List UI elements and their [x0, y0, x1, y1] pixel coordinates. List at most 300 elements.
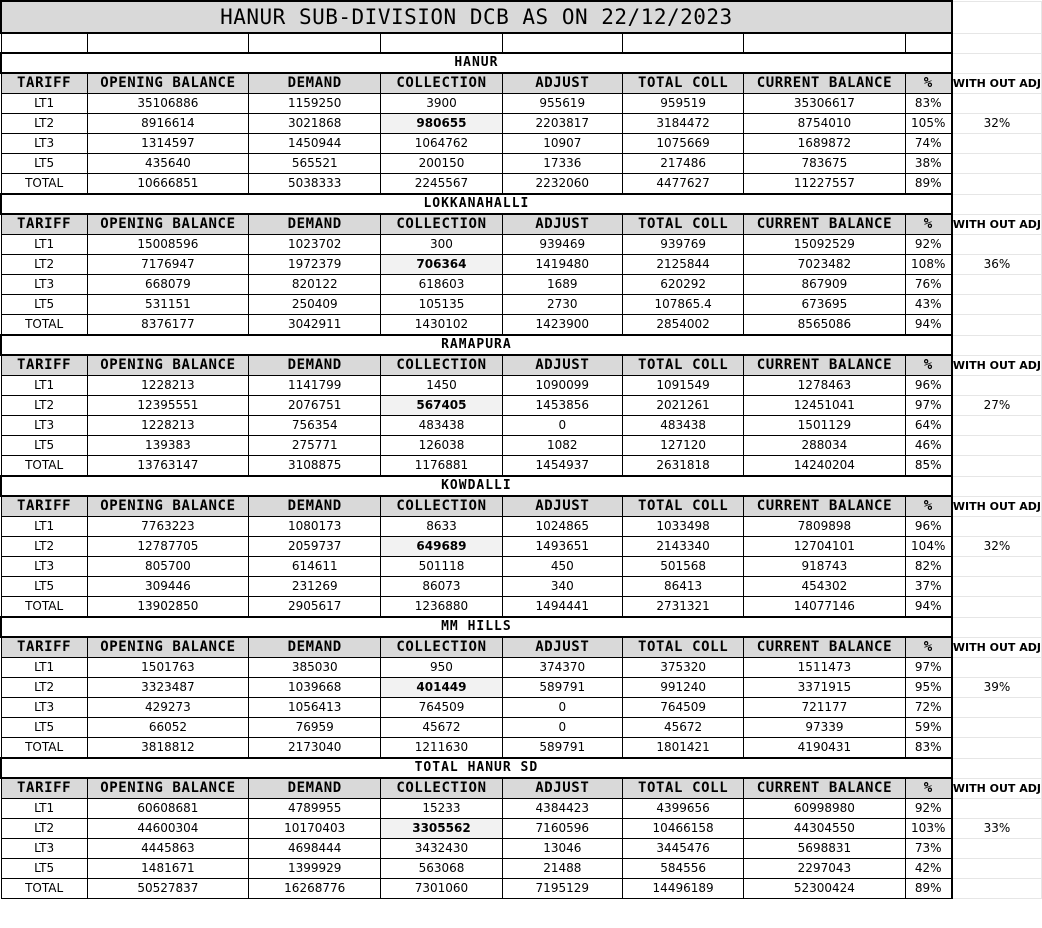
section-title: KOWDALLI — [1, 476, 952, 496]
table-row — [1, 94, 1042, 114]
table-cell: 1430102 — [381, 315, 502, 336]
table-cell: 1278463 — [744, 376, 905, 396]
table-cell: 2059737 — [249, 537, 381, 557]
table-row — [1, 537, 1042, 557]
table-cell: 805700 — [87, 557, 248, 577]
table-cell: 939469 — [502, 235, 622, 255]
table-cell: 95% — [905, 678, 952, 698]
table-cell: 13902850 — [87, 597, 248, 618]
table-cell: 7809898 — [744, 517, 905, 537]
table-row — [1, 577, 1042, 597]
table-cell: 309446 — [87, 577, 248, 597]
table-cell: 4789955 — [249, 799, 381, 819]
table-cell: 706364 — [381, 255, 502, 275]
table-cell: 10907 — [502, 134, 622, 154]
table-cell: LT1 — [1, 517, 87, 537]
column-header: TARIFF — [1, 778, 87, 799]
table-cell: 44600304 — [87, 819, 248, 839]
column-header: OPENING BALANCE — [87, 355, 248, 376]
table-cell: 16268776 — [249, 879, 381, 899]
table-cell: 8565086 — [744, 315, 905, 336]
table-cell: 567405 — [381, 396, 502, 416]
table-cell: LT3 — [1, 275, 87, 295]
table-cell: 96% — [905, 517, 952, 537]
column-header: DEMAND — [249, 73, 381, 94]
column-header: COLLECTION — [381, 778, 502, 799]
table-cell: 1211630 — [381, 738, 502, 759]
without-adj-header: WITH OUT ADJ — [952, 496, 1042, 517]
table-cell: 17336 — [502, 154, 622, 174]
table-row — [1, 154, 1042, 174]
table-cell: 918743 — [744, 557, 905, 577]
table-cell: 66052 — [87, 718, 248, 738]
table-cell: 217486 — [622, 154, 743, 174]
table-cell: 614611 — [249, 557, 381, 577]
section-title-row — [1, 476, 1042, 496]
column-header: DEMAND — [249, 355, 381, 376]
table-cell: 1481671 — [87, 859, 248, 879]
column-header: TOTAL COLL — [622, 496, 743, 517]
without-adj-header: WITH OUT ADJ — [952, 778, 1042, 799]
table-row — [1, 658, 1042, 678]
column-header: TOTAL COLL — [622, 778, 743, 799]
table-cell: LT3 — [1, 416, 87, 436]
table-cell: 3184472 — [622, 114, 743, 134]
table-cell: 1039668 — [249, 678, 381, 698]
table-cell: 3900 — [381, 94, 502, 114]
table-cell: 1454937 — [502, 456, 622, 477]
table-row — [1, 416, 1042, 436]
section-title: RAMAPURA — [1, 335, 952, 355]
section-title: TOTAL HANUR SD — [1, 758, 952, 778]
table-cell: 4445863 — [87, 839, 248, 859]
section-title-row — [1, 617, 1042, 637]
table-cell: 10170403 — [249, 819, 381, 839]
table-cell: 73% — [905, 839, 952, 859]
table-cell: 94% — [905, 315, 952, 336]
column-header: DEMAND — [249, 637, 381, 658]
table-cell: 74% — [905, 134, 952, 154]
table-cell: 14077146 — [744, 597, 905, 618]
table-cell: 35306617 — [744, 94, 905, 114]
table-cell: 435640 — [87, 154, 248, 174]
column-header: TARIFF — [1, 73, 87, 94]
without-adj-value: 36% — [952, 255, 1042, 275]
table-cell: 483438 — [381, 416, 502, 436]
table-cell: 1689 — [502, 275, 622, 295]
table-cell: 12395551 — [87, 396, 248, 416]
table-cell: 2076751 — [249, 396, 381, 416]
table-cell: 2203817 — [502, 114, 622, 134]
column-header: OPENING BALANCE — [87, 637, 248, 658]
table-row — [1, 557, 1042, 577]
table-cell: 59% — [905, 718, 952, 738]
table-row — [1, 517, 1042, 537]
table-cell: 83% — [905, 738, 952, 759]
table-cell: 1176881 — [381, 456, 502, 477]
table-cell: LT5 — [1, 859, 87, 879]
table-cell: 126038 — [381, 436, 502, 456]
table-cell: 45672 — [381, 718, 502, 738]
table-cell: 52300424 — [744, 879, 905, 899]
table-cell: 14496189 — [622, 879, 743, 899]
column-header: ADJUST — [502, 73, 622, 94]
section-title-row — [1, 335, 1042, 355]
table-cell: 2297043 — [744, 859, 905, 879]
table-cell: LT2 — [1, 255, 87, 275]
table-cell: 139383 — [87, 436, 248, 456]
table-cell: 5038333 — [249, 174, 381, 195]
table-cell: 980655 — [381, 114, 502, 134]
table-cell: 7023482 — [744, 255, 905, 275]
table-cell: 35106886 — [87, 94, 248, 114]
table-cell: 60998980 — [744, 799, 905, 819]
table-cell: 97% — [905, 658, 952, 678]
table-cell: 563068 — [381, 859, 502, 879]
table-cell: 721177 — [744, 698, 905, 718]
table-cell: LT2 — [1, 819, 87, 839]
column-header: OPENING BALANCE — [87, 214, 248, 235]
table-cell: 1511473 — [744, 658, 905, 678]
table-cell: 764509 — [622, 698, 743, 718]
table-cell: 97339 — [744, 718, 905, 738]
table-cell: 3371915 — [744, 678, 905, 698]
table-cell: 64% — [905, 416, 952, 436]
total-row — [1, 315, 1042, 336]
column-header: DEMAND — [249, 214, 381, 235]
table-cell: 429273 — [87, 698, 248, 718]
table-cell: LT3 — [1, 557, 87, 577]
table-row — [1, 718, 1042, 738]
column-header: TARIFF — [1, 637, 87, 658]
table-cell: 85% — [905, 456, 952, 477]
column-header: TARIFF — [1, 355, 87, 376]
table-cell: 2232060 — [502, 174, 622, 195]
table-cell: 46% — [905, 436, 952, 456]
table-cell: 0 — [502, 698, 622, 718]
table-cell: 104% — [905, 537, 952, 557]
table-cell: 275771 — [249, 436, 381, 456]
total-row — [1, 597, 1042, 618]
table-cell: 1141799 — [249, 376, 381, 396]
column-header: TARIFF — [1, 214, 87, 235]
table-cell: 3818812 — [87, 738, 248, 759]
table-cell: LT2 — [1, 114, 87, 134]
table-cell: 1314597 — [87, 134, 248, 154]
total-row — [1, 879, 1042, 899]
table-cell: 76959 — [249, 718, 381, 738]
table-cell: 3108875 — [249, 456, 381, 477]
table-cell: LT5 — [1, 154, 87, 174]
table-cell: 1064762 — [381, 134, 502, 154]
table-cell: TOTAL — [1, 456, 87, 477]
table-cell: 8376177 — [87, 315, 248, 336]
column-header: COLLECTION — [381, 73, 502, 94]
table-cell: 96% — [905, 376, 952, 396]
table-cell: 1024865 — [502, 517, 622, 537]
table-cell: 1159250 — [249, 94, 381, 114]
column-header: ADJUST — [502, 355, 622, 376]
table-cell: 13046 — [502, 839, 622, 859]
table-cell: 11227557 — [744, 174, 905, 195]
table-cell: 300 — [381, 235, 502, 255]
table-cell: 37% — [905, 577, 952, 597]
table-cell: LT1 — [1, 799, 87, 819]
column-header: CURRENT BALANCE — [744, 355, 905, 376]
table-row — [1, 799, 1042, 819]
table-cell: 565521 — [249, 154, 381, 174]
table-cell: LT2 — [1, 396, 87, 416]
table-cell: 3323487 — [87, 678, 248, 698]
table-cell: 1501129 — [744, 416, 905, 436]
table-cell: 3305562 — [381, 819, 502, 839]
table-cell: 1689872 — [744, 134, 905, 154]
table-cell: 45672 — [622, 718, 743, 738]
column-header: OPENING BALANCE — [87, 778, 248, 799]
table-cell: 1450944 — [249, 134, 381, 154]
table-cell: 4384423 — [502, 799, 622, 819]
table-row — [1, 255, 1042, 275]
table-cell: 0 — [502, 416, 622, 436]
column-header: % — [905, 355, 952, 376]
column-header-row — [1, 496, 1042, 517]
column-header: % — [905, 214, 952, 235]
table-cell: 756354 — [249, 416, 381, 436]
table-cell: 1228213 — [87, 416, 248, 436]
table-cell: TOTAL — [1, 879, 87, 899]
table-cell: 1080173 — [249, 517, 381, 537]
without-adj-value: 32% — [952, 537, 1042, 557]
table-cell: LT1 — [1, 94, 87, 114]
table-cell: 92% — [905, 235, 952, 255]
table-cell: 1090099 — [502, 376, 622, 396]
column-header: OPENING BALANCE — [87, 73, 248, 94]
without-adj-header: WITH OUT ADJ — [952, 355, 1042, 376]
column-header: ADJUST — [502, 496, 622, 517]
table-cell: 2905617 — [249, 597, 381, 618]
table-cell: 7301060 — [381, 879, 502, 899]
without-adj-header: WITH OUT ADJ — [952, 214, 1042, 235]
table-cell: 1091549 — [622, 376, 743, 396]
table-cell: 2631818 — [622, 456, 743, 477]
table-cell: LT2 — [1, 678, 87, 698]
table-cell: LT2 — [1, 537, 87, 557]
table-cell: 374370 — [502, 658, 622, 678]
table-cell: LT3 — [1, 698, 87, 718]
table-cell: 76% — [905, 275, 952, 295]
table-row — [1, 376, 1042, 396]
table-cell: 83% — [905, 94, 952, 114]
table-cell: 82% — [905, 557, 952, 577]
table-cell: 618603 — [381, 275, 502, 295]
table-cell: 42% — [905, 859, 952, 879]
section-title: MM HILLS — [1, 617, 952, 637]
section-title-row — [1, 53, 1042, 73]
table-cell: 1023702 — [249, 235, 381, 255]
table-cell: 2173040 — [249, 738, 381, 759]
section-title-row — [1, 194, 1042, 214]
table-cell: 2245567 — [381, 174, 502, 195]
table-cell: 107865.4 — [622, 295, 743, 315]
table-cell: 589791 — [502, 738, 622, 759]
column-header: TOTAL COLL — [622, 637, 743, 658]
table-cell: 7195129 — [502, 879, 622, 899]
column-header: CURRENT BALANCE — [744, 73, 905, 94]
total-row — [1, 456, 1042, 477]
table-cell: 939769 — [622, 235, 743, 255]
table-cell: 12787705 — [87, 537, 248, 557]
table-cell: 3042911 — [249, 315, 381, 336]
table-row — [1, 275, 1042, 295]
table-cell: 531151 — [87, 295, 248, 315]
table-cell: 94% — [905, 597, 952, 618]
table-cell: 8916614 — [87, 114, 248, 134]
table-cell: 620292 — [622, 275, 743, 295]
table-cell: 1493651 — [502, 537, 622, 557]
table-cell: 1033498 — [622, 517, 743, 537]
table-row — [1, 134, 1042, 154]
table-cell: 250409 — [249, 295, 381, 315]
table-cell: 2854002 — [622, 315, 743, 336]
column-header: TARIFF — [1, 496, 87, 517]
table-cell: TOTAL — [1, 597, 87, 618]
column-header-row — [1, 637, 1042, 658]
table-row — [1, 436, 1042, 456]
table-cell: 15008596 — [87, 235, 248, 255]
table-cell: 105135 — [381, 295, 502, 315]
table-cell: 105% — [905, 114, 952, 134]
table-cell: 501568 — [622, 557, 743, 577]
column-header: CURRENT BALANCE — [744, 496, 905, 517]
table-cell: 13763147 — [87, 456, 248, 477]
table-cell: 15092529 — [744, 235, 905, 255]
table-cell: LT5 — [1, 577, 87, 597]
table-cell: 589791 — [502, 678, 622, 698]
table-cell: 200150 — [381, 154, 502, 174]
table-cell: 4399656 — [622, 799, 743, 819]
table-cell: 955619 — [502, 94, 622, 114]
table-cell: LT1 — [1, 376, 87, 396]
table-cell: 127120 — [622, 436, 743, 456]
table-cell: TOTAL — [1, 174, 87, 195]
table-cell: 2731321 — [622, 597, 743, 618]
table-cell: 1399929 — [249, 859, 381, 879]
column-header: ADJUST — [502, 778, 622, 799]
table-cell: 4698444 — [249, 839, 381, 859]
column-header: TOTAL COLL — [622, 214, 743, 235]
table-cell: LT3 — [1, 134, 87, 154]
table-cell: 3445476 — [622, 839, 743, 859]
table-cell: 7763223 — [87, 517, 248, 537]
table-cell: 44304550 — [744, 819, 905, 839]
without-adj-header: WITH OUT ADJ — [952, 73, 1042, 94]
column-header: CURRENT BALANCE — [744, 637, 905, 658]
column-header: ADJUST — [502, 214, 622, 235]
table-cell: 15233 — [381, 799, 502, 819]
table-cell: 1419480 — [502, 255, 622, 275]
table-cell: 92% — [905, 799, 952, 819]
table-cell: 483438 — [622, 416, 743, 436]
column-header: % — [905, 778, 952, 799]
table-cell: 2125844 — [622, 255, 743, 275]
column-header-row — [1, 778, 1042, 799]
table-cell: LT5 — [1, 295, 87, 315]
table-cell: 2021261 — [622, 396, 743, 416]
without-adj-value: 32% — [952, 114, 1042, 134]
table-row — [1, 396, 1042, 416]
table-cell: 1082 — [502, 436, 622, 456]
column-header: % — [905, 637, 952, 658]
column-header: % — [905, 496, 952, 517]
table-cell: 108% — [905, 255, 952, 275]
table-cell: 86413 — [622, 577, 743, 597]
table-cell: 340 — [502, 577, 622, 597]
column-header: TOTAL COLL — [622, 73, 743, 94]
table-cell: 668079 — [87, 275, 248, 295]
table-cell: 820122 — [249, 275, 381, 295]
table-row — [1, 819, 1042, 839]
table-cell: 450 — [502, 557, 622, 577]
without-adj-header: WITH OUT ADJ — [952, 637, 1042, 658]
table-cell: 7176947 — [87, 255, 248, 275]
table-cell: 1450 — [381, 376, 502, 396]
table-cell: 501118 — [381, 557, 502, 577]
column-header: COLLECTION — [381, 214, 502, 235]
table-cell: 783675 — [744, 154, 905, 174]
column-header: DEMAND — [249, 496, 381, 517]
without-adj-value: 33% — [952, 819, 1042, 839]
table-row — [1, 114, 1042, 134]
table-cell: 12451041 — [744, 396, 905, 416]
table-cell: 50527837 — [87, 879, 248, 899]
table-row — [1, 839, 1042, 859]
total-row — [1, 174, 1042, 195]
table-cell: 38% — [905, 154, 952, 174]
table-row — [1, 698, 1042, 718]
table-cell: 14240204 — [744, 456, 905, 477]
column-header: CURRENT BALANCE — [744, 778, 905, 799]
column-header: OPENING BALANCE — [87, 496, 248, 517]
table-cell: TOTAL — [1, 738, 87, 759]
report-title: HANUR SUB-DIVISION DCB AS ON 22/12/2023 — [1, 1, 952, 33]
table-cell: 7160596 — [502, 819, 622, 839]
column-header: COLLECTION — [381, 496, 502, 517]
table-cell: LT5 — [1, 436, 87, 456]
table-cell: TOTAL — [1, 315, 87, 336]
table-cell: 97% — [905, 396, 952, 416]
without-adj-value: 27% — [952, 396, 1042, 416]
column-header-row — [1, 214, 1042, 235]
table-cell: 673695 — [744, 295, 905, 315]
table-cell: 867909 — [744, 275, 905, 295]
without-adj-value: 39% — [952, 678, 1042, 698]
table-cell: 0 — [502, 718, 622, 738]
table-cell: 454302 — [744, 577, 905, 597]
table-cell: 649689 — [381, 537, 502, 557]
column-header: COLLECTION — [381, 355, 502, 376]
table-cell: 231269 — [249, 577, 381, 597]
table-cell: 1972379 — [249, 255, 381, 275]
table-row — [1, 859, 1042, 879]
table-row — [1, 295, 1042, 315]
table-cell: 375320 — [622, 658, 743, 678]
column-header-row — [1, 355, 1042, 376]
table-cell: 1075669 — [622, 134, 743, 154]
table-cell: 103% — [905, 819, 952, 839]
table-cell: 12704101 — [744, 537, 905, 557]
table-cell: 1423900 — [502, 315, 622, 336]
table-cell: 60608681 — [87, 799, 248, 819]
